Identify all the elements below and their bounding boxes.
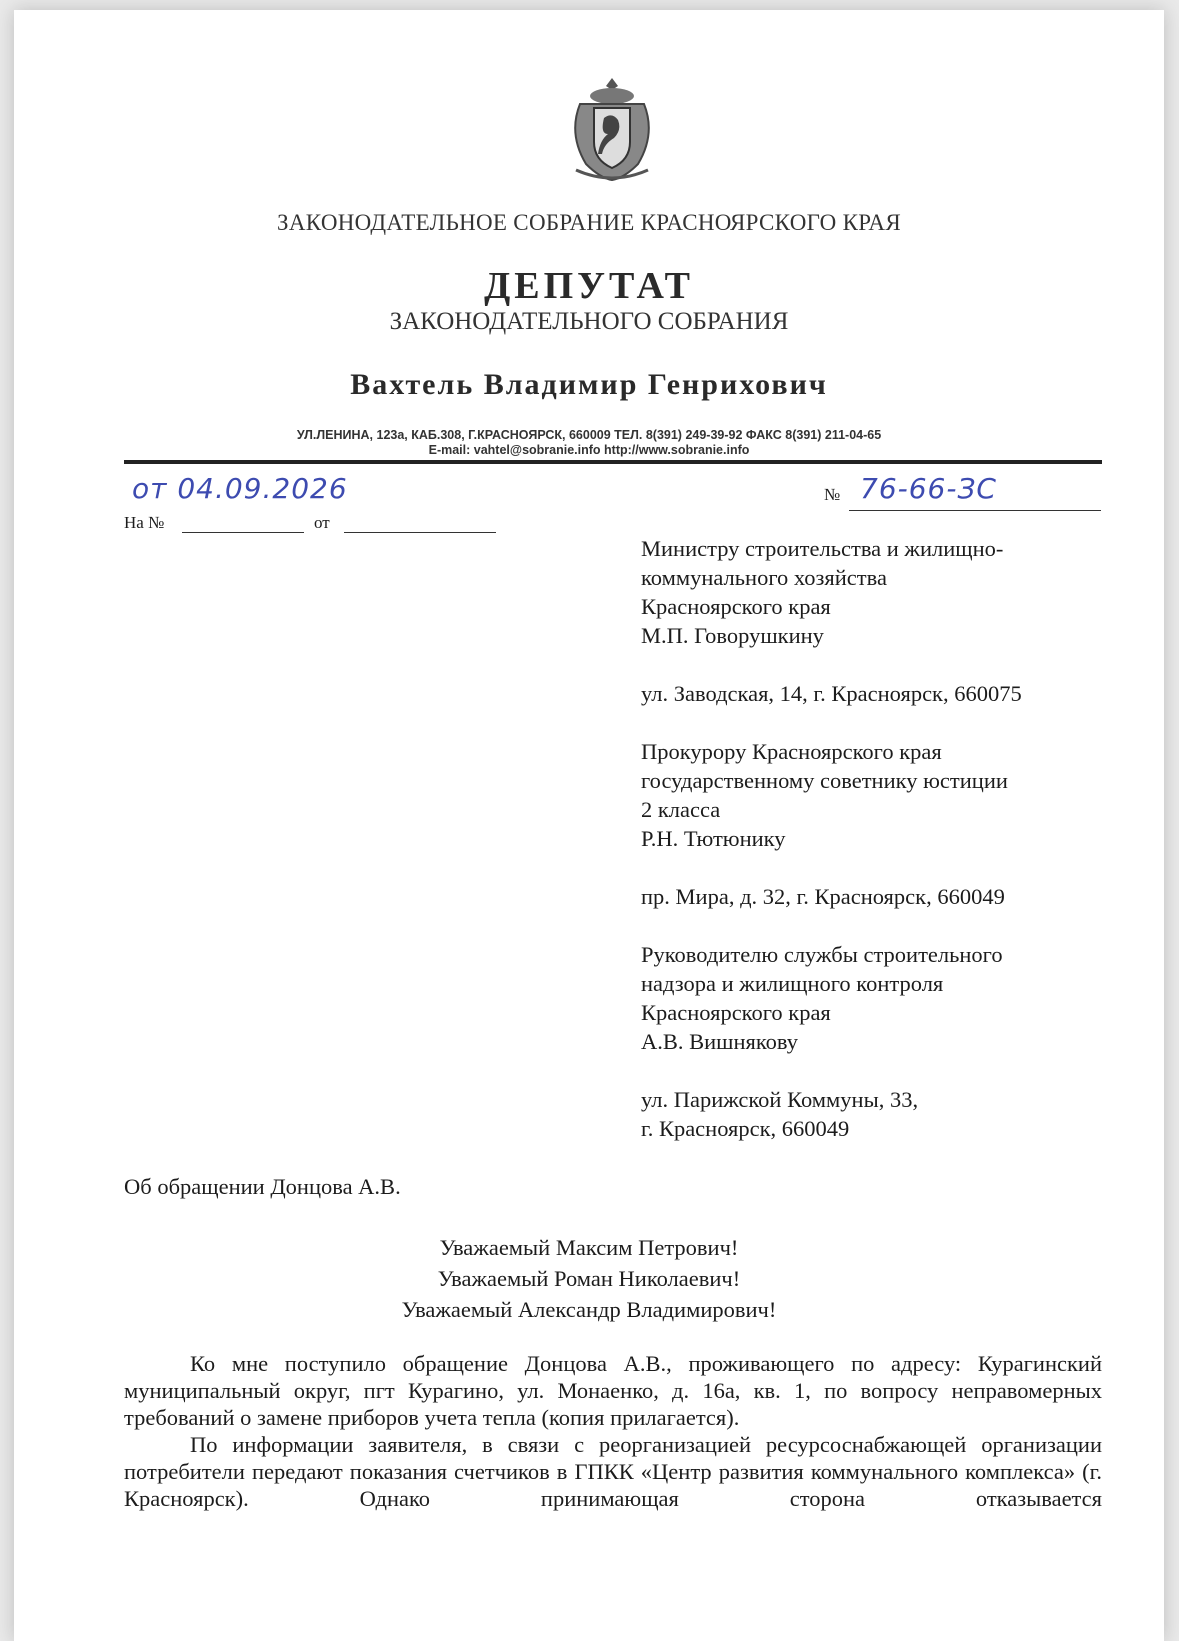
recipient-line: Р.Н. Тютюнику — [641, 826, 786, 851]
deputy-title: ДЕПУТАТ — [484, 265, 694, 307]
letter-body — [124, 1350, 1102, 1512]
recipient-line: Прокурору Красноярского края — [641, 739, 942, 764]
letter-page — [14, 10, 1164, 1641]
recipient-line: государственному советнику юстиции — [641, 768, 1008, 793]
recipient-supervision — [641, 940, 1022, 1056]
reference-date-blank — [344, 532, 496, 533]
recipient-line: Руководителю службы строительного — [641, 942, 1003, 967]
recipient-line: надзора и жилищного контроля — [641, 971, 944, 996]
recipient-line: 2 класса — [641, 797, 721, 822]
recipient-line: коммунального хозяйства — [641, 565, 887, 590]
greetings — [14, 1232, 1164, 1325]
letter-subject: Об обращении Донцова А.В. — [124, 1174, 401, 1199]
address-line: пр. Мира, д. 32, г. Красноярск, 660049 — [641, 884, 1005, 909]
recipient-minister — [641, 534, 1022, 650]
greeting-line: Уважаемый Александр Владимирович! — [401, 1297, 777, 1322]
reference-number-label: На № — [124, 513, 165, 532]
greeting-line: Уважаемый Максим Петрович! — [439, 1235, 739, 1260]
recipient-prosecutor — [641, 737, 1022, 853]
number-label: № — [824, 485, 841, 504]
recipient-line: Министру строительства и жилищно- — [641, 536, 1004, 561]
address-line: ул. Парижской Коммуны, 33, — [641, 1087, 919, 1112]
reference-date-label: от — [314, 513, 330, 532]
organization-name: ЗАКОНОДАТЕЛЬНОЕ СОБРАНИЕ КРАСНОЯРСКОГО КРАЯ — [277, 210, 901, 235]
recipient-address — [641, 679, 1022, 708]
recipient-line: А.В. Вишнякову — [641, 1029, 799, 1054]
contact-web: E-mail: vahtel@sobranie.info http://www.sobranie.info — [428, 443, 750, 457]
body-paragraph: По информации заявителя, в связи с реорганизацией ресурсоснабжающей организации потребители передают показания счетчиков в ГПКК «Центр развития коммунального комплекса» (г. Красноярск). Однако принимающая сторона отказывается — [124, 1432, 1102, 1511]
contact-address: УЛ.ЛЕНИНА, 123а, КАБ.308, Г.КРАСНОЯРСК, 660009 ТЕЛ. 8(391) 249-39-92 ФАКС 8(391) 211-04-65 — [296, 428, 882, 442]
number-underline — [849, 510, 1101, 511]
deputy-subtitle: ЗАКОНОДАТЕЛЬНОГО СОБРАНИЯ — [389, 308, 789, 335]
address-line: ул. Заводская, 14, г. Красноярск, 660075 — [641, 681, 1022, 706]
header-divider — [124, 460, 1102, 464]
greeting-line: Уважаемый Роман Николаевич! — [437, 1266, 741, 1291]
recipients-block — [641, 534, 1022, 1172]
recipient-line: М.П. Говорушкину — [641, 623, 824, 648]
handwritten-date: от 04.09.2026 — [132, 472, 348, 505]
coat-of-arms-icon — [566, 74, 658, 184]
handwritten-number: 76-66-ЗС — [860, 472, 997, 505]
recipient-line: Красноярского края — [641, 594, 831, 619]
address-line: г. Красноярск, 660049 — [641, 1116, 850, 1141]
recipient-address — [641, 1085, 1022, 1143]
body-paragraph: Ко мне поступило обращение Донцова А.В., проживающего по адресу: Курагинский муниципальный округ, пгт Курагино, ул. Монаенко, д. 16а, кв. 1, по вопросу неправомерных требований о замене приборов учета тепла (копия прилагается). — [124, 1351, 1102, 1430]
recipient-address — [641, 882, 1022, 911]
recipient-line: Красноярского края — [641, 1000, 831, 1025]
deputy-name: Вахтель Владимир Генрихович — [350, 368, 828, 401]
reference-number-blank — [182, 532, 304, 533]
